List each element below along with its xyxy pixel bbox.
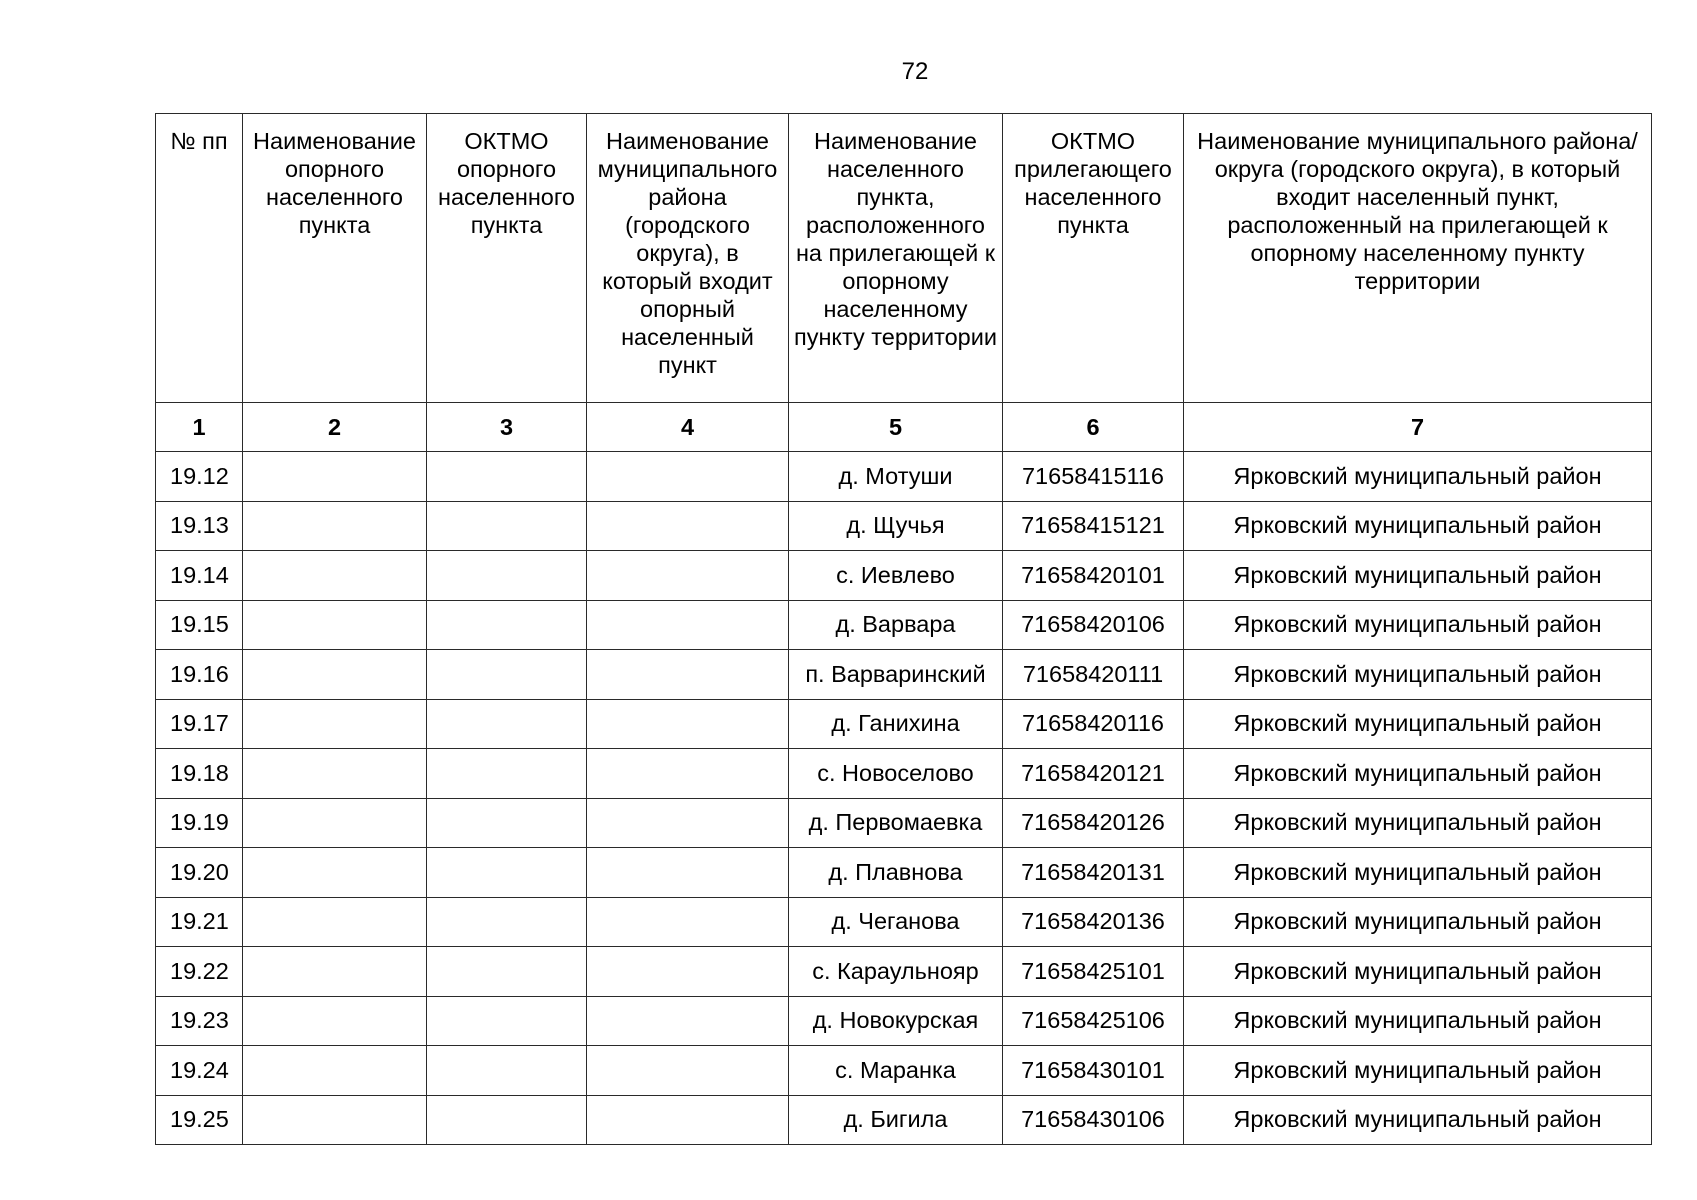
- column-number-cell: 2: [243, 403, 427, 452]
- table-row: [156, 699, 1652, 749]
- row-index-cell: 19.25: [156, 1095, 243, 1145]
- reference-oktmo-cell: [427, 848, 587, 898]
- settlements-table: [155, 113, 1652, 1145]
- reference-district-cell: [587, 897, 789, 947]
- settlement-oktmo-cell: 71658420116: [1003, 699, 1184, 749]
- column-number-cell: 1: [156, 403, 243, 452]
- reference-oktmo-cell: [427, 947, 587, 997]
- settlement-district-cell: Ярковский муниципальный район: [1184, 996, 1652, 1046]
- row-index-cell: 19.24: [156, 1046, 243, 1096]
- header-cell: Наименование опорного населенного пункта: [243, 114, 427, 403]
- reference-oktmo-cell: [427, 1095, 587, 1145]
- reference-district-cell: [587, 996, 789, 1046]
- settlement-district-cell: Ярковский муниципальный район: [1184, 650, 1652, 700]
- table-row: [156, 897, 1652, 947]
- settlement-name-cell: д. Ганихина: [789, 699, 1003, 749]
- table-row: [156, 996, 1652, 1046]
- reference-district-cell: [587, 650, 789, 700]
- reference-settlement-cell: [243, 897, 427, 947]
- settlement-oktmo-cell: 71658430106: [1003, 1095, 1184, 1145]
- column-number-cell: 3: [427, 403, 587, 452]
- table-row: [156, 798, 1652, 848]
- settlement-name-cell: д. Бигила: [789, 1095, 1003, 1145]
- row-index-cell: 19.15: [156, 600, 243, 650]
- settlement-district-cell: Ярковский муниципальный район: [1184, 848, 1652, 898]
- settlement-oktmo-cell: 71658420131: [1003, 848, 1184, 898]
- table-row: [156, 650, 1652, 700]
- settlement-district-cell: Ярковский муниципальный район: [1184, 600, 1652, 650]
- column-number-row: [156, 403, 1652, 452]
- reference-district-cell: [587, 749, 789, 799]
- settlement-name-cell: д. Варвара: [789, 600, 1003, 650]
- reference-oktmo-cell: [427, 600, 587, 650]
- column-number-cell: 5: [789, 403, 1003, 452]
- reference-oktmo-cell: [427, 798, 587, 848]
- reference-oktmo-cell: [427, 749, 587, 799]
- header-row: [156, 114, 1652, 403]
- reference-district-cell: [587, 501, 789, 551]
- row-index-cell: 19.21: [156, 897, 243, 947]
- table-row: [156, 749, 1652, 799]
- settlement-name-cell: с. Маранка: [789, 1046, 1003, 1096]
- settlement-oktmo-cell: 71658425101: [1003, 947, 1184, 997]
- reference-district-cell: [587, 452, 789, 502]
- settlement-oktmo-cell: 71658430101: [1003, 1046, 1184, 1096]
- table-row: [156, 848, 1652, 898]
- settlement-district-cell: Ярковский муниципальный район: [1184, 501, 1652, 551]
- settlement-name-cell: п. Варваринский: [789, 650, 1003, 700]
- settlement-name-cell: д. Первомаевка: [789, 798, 1003, 848]
- settlement-oktmo-cell: 71658420111: [1003, 650, 1184, 700]
- header-cell: Наименование населенного пункта, расположенного на прилегающей к опорному населенному пункту территории: [789, 114, 1003, 403]
- reference-settlement-cell: [243, 749, 427, 799]
- reference-settlement-cell: [243, 848, 427, 898]
- settlement-name-cell: д. Чеганова: [789, 897, 1003, 947]
- settlement-oktmo-cell: 71658415116: [1003, 452, 1184, 502]
- table-row: [156, 452, 1652, 502]
- settlement-name-cell: с. Караульнояр: [789, 947, 1003, 997]
- reference-oktmo-cell: [427, 996, 587, 1046]
- settlement-district-cell: Ярковский муниципальный район: [1184, 699, 1652, 749]
- settlement-name-cell: д. Щучья: [789, 501, 1003, 551]
- table-row: [156, 1046, 1652, 1096]
- header-cell: Наименование муниципального района (городского округа), в который входит опорный населенный пункт: [587, 114, 789, 403]
- row-index-cell: 19.22: [156, 947, 243, 997]
- settlement-name-cell: с. Иевлево: [789, 551, 1003, 601]
- reference-district-cell: [587, 1095, 789, 1145]
- reference-settlement-cell: [243, 699, 427, 749]
- reference-district-cell: [587, 798, 789, 848]
- column-number-cell: 6: [1003, 403, 1184, 452]
- table-row: [156, 501, 1652, 551]
- settlement-district-cell: Ярковский муниципальный район: [1184, 947, 1652, 997]
- header-cell: Наименование муниципального района/округа (городского округа), в который входит населенный пункт, расположенный на прилегающей к опорному населенному пункту территории: [1184, 114, 1652, 403]
- table-row: [156, 551, 1652, 601]
- table-body: [156, 452, 1652, 1145]
- reference-settlement-cell: [243, 798, 427, 848]
- row-index-cell: 19.17: [156, 699, 243, 749]
- table-row: [156, 947, 1652, 997]
- reference-oktmo-cell: [427, 897, 587, 947]
- reference-oktmo-cell: [427, 551, 587, 601]
- row-index-cell: 19.19: [156, 798, 243, 848]
- settlement-oktmo-cell: 71658420106: [1003, 600, 1184, 650]
- reference-settlement-cell: [243, 501, 427, 551]
- reference-oktmo-cell: [427, 452, 587, 502]
- reference-district-cell: [587, 699, 789, 749]
- column-number-cell: 4: [587, 403, 789, 452]
- reference-oktmo-cell: [427, 699, 587, 749]
- settlement-name-cell: д. Новокурская: [789, 996, 1003, 1046]
- reference-settlement-cell: [243, 650, 427, 700]
- reference-district-cell: [587, 600, 789, 650]
- table-row: [156, 1095, 1652, 1145]
- settlement-oktmo-cell: 71658420126: [1003, 798, 1184, 848]
- reference-oktmo-cell: [427, 650, 587, 700]
- settlement-district-cell: Ярковский муниципальный район: [1184, 1046, 1652, 1096]
- settlement-oktmo-cell: 71658420136: [1003, 897, 1184, 947]
- row-index-cell: 19.18: [156, 749, 243, 799]
- header-cell: ОКТМО опорного населенного пункта: [427, 114, 587, 403]
- reference-district-cell: [587, 947, 789, 997]
- reference-settlement-cell: [243, 1095, 427, 1145]
- settlement-district-cell: Ярковский муниципальный район: [1184, 798, 1652, 848]
- settlement-oktmo-cell: 71658425106: [1003, 996, 1184, 1046]
- row-index-cell: 19.13: [156, 501, 243, 551]
- reference-district-cell: [587, 551, 789, 601]
- row-index-cell: 19.16: [156, 650, 243, 700]
- reference-oktmo-cell: [427, 1046, 587, 1096]
- column-number-cell: 7: [1184, 403, 1652, 452]
- row-index-cell: 19.14: [156, 551, 243, 601]
- table-row: [156, 600, 1652, 650]
- row-index-cell: 19.20: [156, 848, 243, 898]
- settlement-district-cell: Ярковский муниципальный район: [1184, 1095, 1652, 1145]
- reference-district-cell: [587, 848, 789, 898]
- row-index-cell: 19.23: [156, 996, 243, 1046]
- settlement-district-cell: Ярковский муниципальный район: [1184, 897, 1652, 947]
- page-number: 72: [901, 58, 929, 85]
- reference-settlement-cell: [243, 452, 427, 502]
- reference-settlement-cell: [243, 551, 427, 601]
- reference-settlement-cell: [243, 996, 427, 1046]
- reference-oktmo-cell: [427, 501, 587, 551]
- header-cell: ОКТМО прилегающего населенного пункта: [1003, 114, 1184, 403]
- header-cell: № пп: [156, 114, 243, 403]
- settlement-oktmo-cell: 71658415121: [1003, 501, 1184, 551]
- reference-district-cell: [587, 1046, 789, 1096]
- reference-settlement-cell: [243, 947, 427, 997]
- settlement-name-cell: д. Плавнова: [789, 848, 1003, 898]
- settlement-name-cell: с. Новоселово: [789, 749, 1003, 799]
- row-index-cell: 19.12: [156, 452, 243, 502]
- reference-settlement-cell: [243, 1046, 427, 1096]
- reference-settlement-cell: [243, 600, 427, 650]
- settlement-oktmo-cell: 71658420121: [1003, 749, 1184, 799]
- settlement-name-cell: д. Мотуши: [789, 452, 1003, 502]
- settlement-oktmo-cell: 71658420101: [1003, 551, 1184, 601]
- settlement-district-cell: Ярковский муниципальный район: [1184, 749, 1652, 799]
- settlement-district-cell: Ярковский муниципальный район: [1184, 452, 1652, 502]
- settlement-district-cell: Ярковский муниципальный район: [1184, 551, 1652, 601]
